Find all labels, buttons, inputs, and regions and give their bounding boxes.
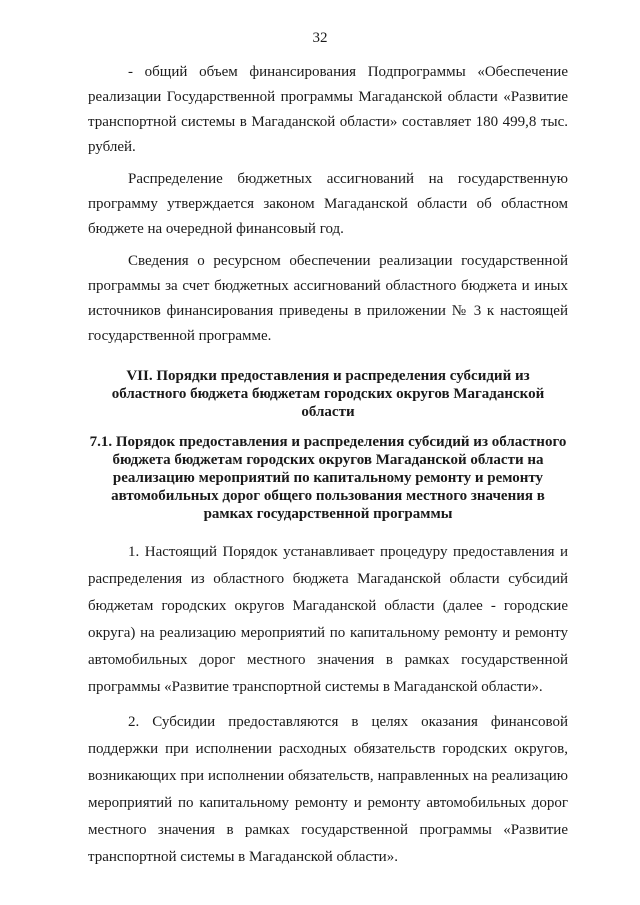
section-title: VII. Порядки предоставления и распределения субсидий из областного бюджета бюджетам городских округов Магаданской области — [111, 368, 545, 420]
paragraph-budget-distribution: Распределение бюджетных ассигнований на государственную программу утверждается законом Магаданской области об областном бюджете на очередной финансовый год. — [88, 171, 568, 237]
page-number: 32 — [312, 30, 328, 46]
paragraph-procedure-2: 2. Субсидии предоставляются в целях оказания финансовой поддержки при исполнении расходных обязательств городских округов, возникающих при исполнении обязательств, направленных на реализацию мероприятий по капитальному ремонту и ремонту автомобильных дорог местного значения в рамках государственной программы «Развитие транспортной системы в Магаданской области». — [88, 714, 568, 865]
paragraph-procedure-1: 1. Настоящий Порядок устанавливает процедуру предоставления и распределения из областного бюджета Магаданской области субсидий бюджетам городских округов Магаданской области (далее - городские округа) на реализацию мероприятий по капитальному ремонту и ремонту автомобильных дорог местного значения в рамках государственной программы «Развитие транспортной системы в Магаданской области». — [88, 544, 568, 695]
paragraph-resource-info: Сведения о ресурсном обеспечении реализации государственной программы за счет бюджетных ассигнований областного бюджета и иных источников финансирования приведены в приложении № 3 к настоящей государственной программе. — [88, 253, 568, 344]
paragraph-funding-volume: - общий объем финансирования Подпрограммы «Обеспечение реализации Государственной программы Магаданской области «Развитие транспортной системы в Магаданской области» составляет 180 499,8 тыс. рублей. — [88, 64, 568, 155]
subsection-title: 7.1. Порядок предоставления и распределения субсидий из областного бюджета бюджетам городских округов Магаданской области на реализацию мероприятий по капитальному ремонту и ремонту автомобильных дорог общего пользования местного значения в рамках государственной программы — [89, 434, 567, 522]
document-body — [88, 60, 568, 879]
